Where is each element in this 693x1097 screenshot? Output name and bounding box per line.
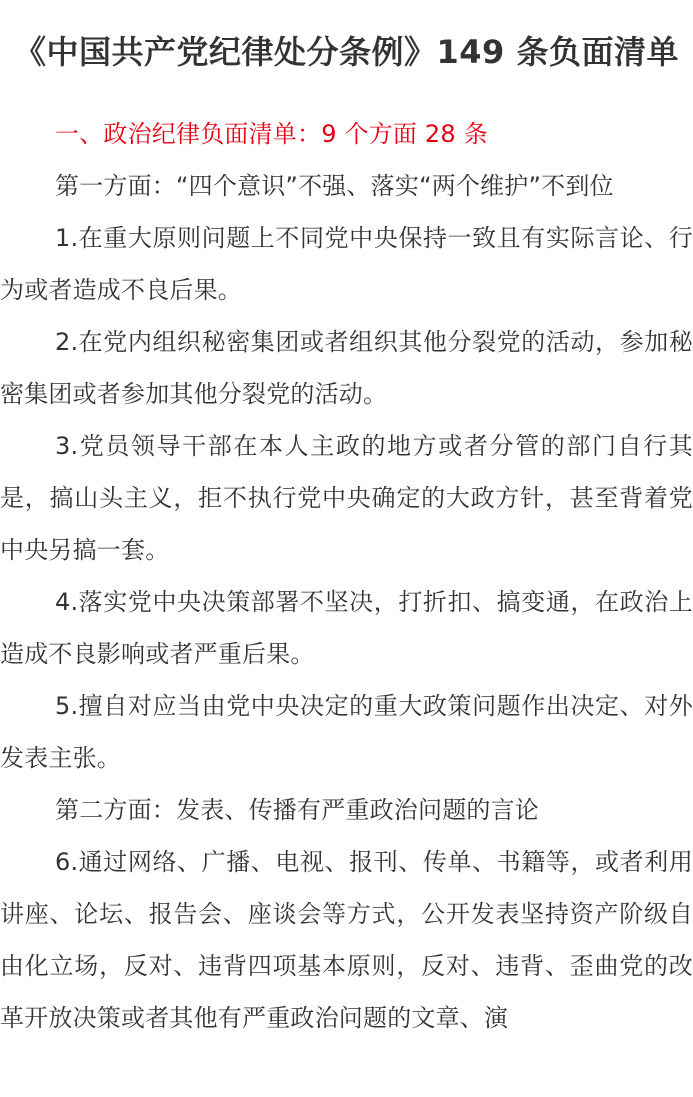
document-title: 《中国共产党纪律处分条例》149 条负面清单 (14, 33, 679, 71)
list-item: 1.在重大原则问题上不同党中央保持一致且有实际言论、行为或者造成不良后果。 (0, 224, 693, 304)
list-item: 4.落实党中央决策部署不坚决，打折扣、搞变通，在政治上造成不良影响或者严重后果。 (0, 588, 693, 668)
list-item: 5.擅自对应当由党中央决定的重大政策问题作出决定、对外发表主张。 (0, 692, 693, 772)
document-body (0, 108, 693, 1044)
subsection-heading: 第二方面：发表、传播有严重政治问题的言论 (55, 796, 539, 824)
subsection-heading: 第一方面：“四个意识”不强、落实“两个维护”不到位 (55, 172, 614, 200)
list-item: 2.在党内组织秘密集团或者组织其他分裂党的活动，参加秘密集团或者参加其他分裂党的活动。 (0, 328, 693, 408)
list-item: 6.通过网络、广播、电视、报刊、传单、书籍等，或者利用讲座、论坛、报告会、座谈会等方式，公开发表坚持资产阶级自由化立场，反对、违背四项基本原则，反对、违背、歪曲党的改革开放决策或者其他有严重政治问题的文章、演 (0, 848, 693, 1032)
section-heading: 一、政治纪律负面清单：9 个方面 28 条 (55, 120, 488, 148)
list-item: 3.党员领导干部在本人主政的地方或者分管的部门自行其是，搞山头主义，拒不执行党中央确定的大政方针，甚至背着党中央另搞一套。 (0, 432, 693, 564)
